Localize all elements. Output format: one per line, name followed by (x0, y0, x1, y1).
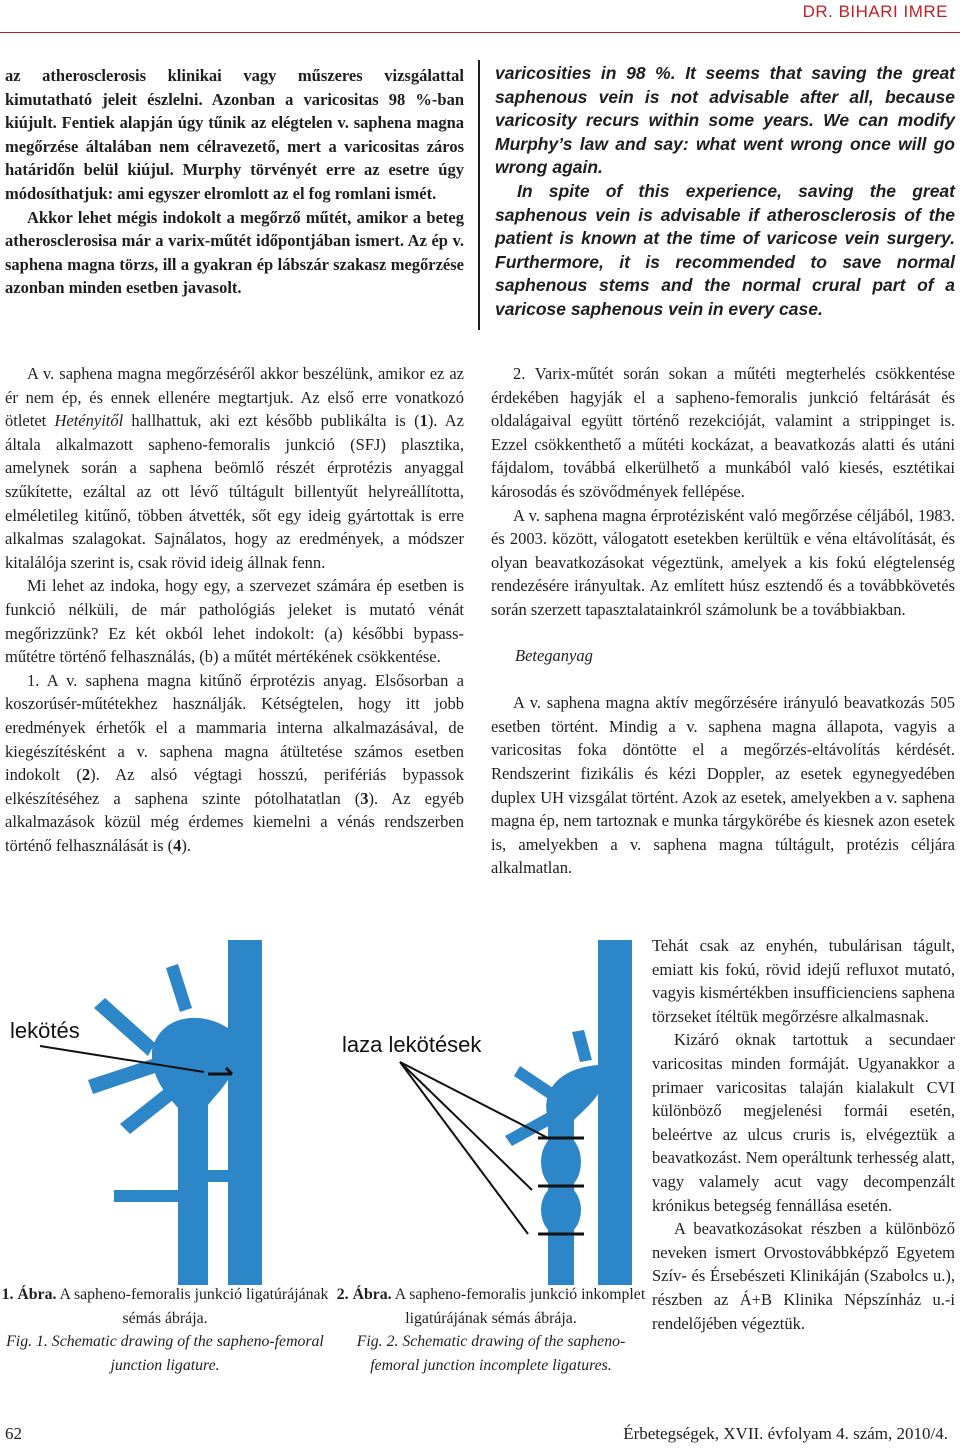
english-paragraph-2: In spite of this experience, saving the great saphenous vein is advisable if atherosclerosis of the patient is known at the time of varicose vein surgery. Furthermore, it is recommended to save normal saphenous stems and the normal crural part of a varicose saphenous vein in every case. (495, 180, 955, 319)
reference-number: 1 (419, 411, 428, 431)
right-body-text (491, 362, 955, 880)
text-run: ). Az egyéb alkalmazások közül még érdemes kiemelni a vénás rendszerben történő felhasználását is ( (5, 788, 464, 855)
right-body-paragraph-3-continued: Tehát csak az enyhén, tubulárisan tágult, emiatt kis fokú, rövid idejű refluxot mutató, vagyis kismértékben insufficienciens saphena törzseket ítéltük megőrzésre alkalmasnak. (652, 936, 955, 1026)
text-run: ). Az általa alkalmazott sapheno-femoralis junkció (SFJ) plasztika, amelynek során a saphena beömlő részét érprotézis anyaggal szűkítette, ezáltal az ott lévő túltágult billentyűt helyreállította, elméletileg kitűnő, többen átvették, sőt egy ideig gyártottak is erre alkalmas szalagokat. Sajnálatos, hogy az eredmények, a módszer kitalálója szerint is, csak rövid ideig állnak fenn. (5, 411, 464, 572)
femoral-vein (228, 940, 262, 1285)
branch-vein (166, 964, 192, 1012)
author-name: Hetényitől (54, 411, 124, 431)
right-narrow-column (652, 934, 955, 1335)
page-header-author: DR. BIHARI IMRE (802, 2, 948, 21)
left-body-paragraph-3 (5, 669, 464, 858)
branch-vein (514, 1066, 556, 1100)
caption-text: A sapheno-femoralis junkció inkomplet ligatúrájának sémás ábrája. (394, 1286, 646, 1327)
figure-2-label: laza lekötések (342, 1032, 482, 1057)
caption-text: A sapheno-femoralis junkció ligatúrájának sémás ábrája. (59, 1286, 329, 1327)
left-body-text (5, 362, 464, 857)
header-divider (0, 32, 960, 33)
figure-1-label: lekötés (10, 1018, 80, 1043)
left-body-paragraph-1 (5, 362, 464, 574)
figure-1-caption (0, 1283, 330, 1377)
caption-text: Schematic drawing of the sapheno-femoral junction ligature. (51, 1333, 324, 1374)
journal-reference: Érbetegségek, XVII. évfolyam 4. szám, 2010/4. (623, 1424, 948, 1443)
reference-number: 2 (81, 765, 91, 785)
branch-vein (114, 1190, 178, 1202)
right-body-paragraph-1: 2. Varix-műtét során sokan a műtéti megterhelés csökkentése érdekében hagyják el a sapheno-femoralis junkció feltárását és oldalágaival együtt történő rezekcióját, valamint a strippinget is. Ezzel csökkenthető a műtéti kockázat, a beavatkozás alatti és utáni fájdalom, továbbá elkerülhető a munkából való kiesés, esztétikai károsodás és szövődmények fellépése. (491, 364, 955, 501)
right-body-paragraph-5: A beavatkozásokat részben a különböző neveken ismert Orvostovábbképző Egyetem Szív- és Érsebészeti Klinikáján (Szabolcs u.), részben az Á+B Klinika Népszínház u.-i rendelőjében végeztük. (652, 1219, 955, 1333)
caption-number: 1. Ábra. (1, 1286, 57, 1303)
figure-2-caption-hu (336, 1283, 646, 1330)
left-body-paragraph-2: Mi lehet az indoka, hogy egy, a szervezet számára ép esetben is funkció nélküli, de már pathológiás jeleket is mutató vénát megőrizzünk? Ez két okból lehet indokolt: (a) későbbi bypass-műtétre történő felhasználás, (b) a műtét mértékének csökkentése. (5, 576, 464, 667)
english-paragraph-1: varicosities in 98 %. It seems that saving the great saphenous vein is not advisable after all, because varicosity recurs within some years. We can modify Murphy’s law and say: what went wrong once will go wrong again. (495, 63, 955, 178)
branch-vein (120, 1086, 178, 1134)
caption-number: Fig. 1. (6, 1333, 48, 1351)
saphenous-junction (152, 1018, 236, 1285)
figure-1-caption-hu (0, 1283, 330, 1330)
right-body-paragraph-4: Kizáró oknak tartottuk a secundaer varicositas minden formáját. Ugyanakkor a primaer varicositas talaján kialakult CVI különböző megjelenési formái esetén, beleértve az ulcus cruris is, elvégeztük a beavatkozást. Nem operáltunk terhesség alatt, vagy valamely acut vagy decompenzált krónikus betegség fennállása esetén. (652, 1030, 955, 1215)
text-run: ). Az alsó végtagi hosszú, perifériás bypassok elkészítéséhez a saphena szinte pótolhatatlan ( (5, 765, 464, 808)
left-top-paragraph-1: az atherosclerosis klinikai vagy műszeres vizsgálattal kimutatható jeleit észlelni. Azonban a varicositas 98 %-ban kiújult. Fentiek alapján úgy tűnik az elégtelen v. saphena magna megőrzése általában nem célravezető, mert a varicositas záros határidőn belül kiújul. Murphy törvényét erre az esetre úgy módosíthatjuk: ami egyszer elromlott az el fog romlani ismét. (5, 66, 464, 203)
vein-bulge (541, 1184, 581, 1236)
reference-number: 3 (360, 788, 369, 808)
text-run: A v. saphena magna megőrzéséről akkor beszélünk, amikor ez az ér nem ép, és ennek ellenére megtartjuk. Az első erre vonatkozó ötletet (5, 364, 464, 431)
pointer-line (400, 1062, 528, 1234)
branch-vein (572, 1030, 592, 1062)
figure-2-caption (336, 1283, 646, 1377)
page-number: 62 (5, 1424, 22, 1443)
left-top-text (5, 64, 464, 300)
text-run: 1. A v. saphena magna kitűnő érprotézis anyag. Elsősorban a koszorúsér-műtétekhez használják. Kétségtelen, hogy itt jobb eredmények érhetők el a mammaria interna alkalmazásával, de kiegészítésként a v. saphena magna átültetése számos esetben indokolt ( (5, 670, 464, 785)
section-heading: Beteganyag (515, 645, 593, 665)
right-body-paragraph-2: A v. saphena magna érprotézisként való megőrzése céljából, 1983. és 2003. között, válogatott esetekben kerültük e véna eltávolítását, és olyan beavatkozásokat végeztünk, amelyek a kis fokú elégtelenség rendezésére irányultak. Az említett húsz esztendő és a továbbkövetés során szerzett tapasztalatainkról számolunk be a továbbiakban. (491, 505, 955, 619)
figure-1-caption-en (0, 1330, 330, 1377)
femoral-vein (598, 940, 632, 1285)
left-top-paragraph-2: Akkor lehet mégis indokolt a megőrző műtét, amikor a beteg atherosclerosisa már a varix-műtét időpontjában ismert. Az ép v. saphena magna törzs, ill a gyakran ép lábszár szakasz megőrzése azonban minden esetben javasolt. (5, 207, 464, 298)
figure-2-caption-en (336, 1330, 646, 1377)
figures-drawing (0, 940, 650, 1285)
spacer (36, 940, 54, 958)
reference-number: 4 (173, 835, 182, 855)
column-divider (478, 60, 480, 330)
right-top-english-text (495, 62, 955, 322)
branch-vein (94, 998, 155, 1056)
pointer-line (400, 1062, 532, 1190)
caption-text: Schematic drawing of the sapheno-femoral junction incomplete ligatures. (370, 1333, 626, 1374)
text-run: ). (181, 835, 192, 855)
branch-vein (206, 1170, 232, 1182)
caption-number: Fig. 2. (356, 1333, 399, 1351)
text-run: hallhattuk, aki ezt később publikálta is ( (123, 411, 420, 431)
right-body-paragraph-3: A v. saphena magna aktív megőrzésére irányuló beavatkozás 505 esetben történt. Mindig a v. saphena magna állapota, vagyis a varicositas foka döntötte el a megőrzés-eltávolítás kérdését. Rendszerint fizikális és kézi Doppler, az esetek egynegyedében duplex UH vizsgálat történt. Azok az esetek, amelyekben a v. saphena magna ép, nem tartoznak e munka tárgykörébe és kiesnek azon esetek is, amelyekben a v. saphena magna túltágult, protézis céljára alkalmatlan. (491, 693, 955, 878)
caption-number: 2. Ábra. (336, 1286, 392, 1303)
figure-1-drawing (36, 940, 262, 1285)
vein-bulge (541, 1134, 581, 1190)
